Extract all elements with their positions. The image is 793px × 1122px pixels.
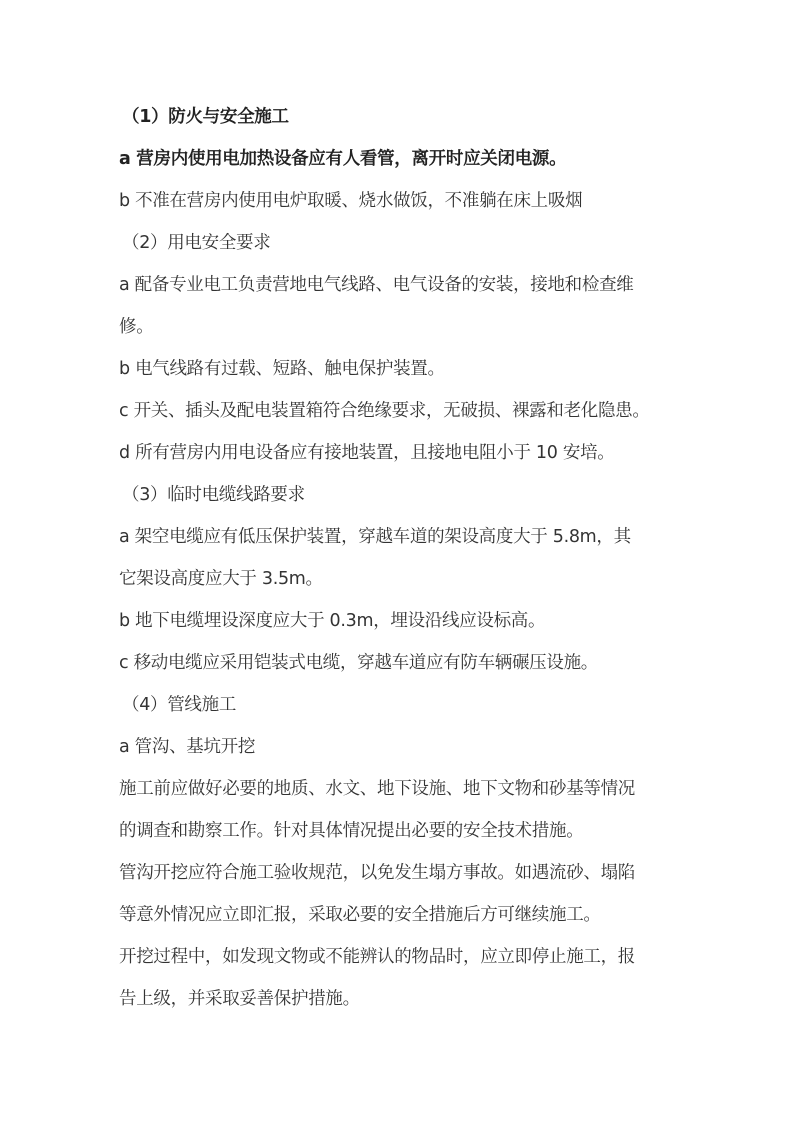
paragraph: b 地下电缆埋设深度应大于 0.3m，埋设沿线应设标高。 bbox=[119, 611, 546, 631]
paragraph: 管沟开挖应符合施工验收规范，以免发生塌方事故。如遇流砂、塌陷 bbox=[119, 863, 635, 883]
paragraph: 开挖过程中，如发现文物或不能辨认的物品时，应立即停止施工，报 bbox=[119, 947, 635, 967]
paragraph: 的调查和勘察工作。针对具体情况提出必要的安全技术措施。 bbox=[119, 821, 584, 841]
paragraph: 施工前应做好必要的地质、水文、地下设施、地下文物和砂基等情况 bbox=[119, 779, 635, 799]
paragraph: a 营房内使用电加热设备应有人看管，离开时应关闭电源。 bbox=[119, 149, 567, 169]
paragraph: 告上级，并采取妥善保护措施。 bbox=[119, 989, 360, 1009]
paragraph: a 管沟、基坑开挖 bbox=[119, 737, 256, 757]
paragraph: d 所有营房内用电设备应有接地装置，且接地电阻小于 10 安培。 bbox=[119, 443, 615, 463]
paragraph: b 电气线路有过载、短路、触电保护装置。 bbox=[119, 359, 445, 379]
paragraph: c 移动电缆应采用铠装式电缆，穿越车道应有防车辆碾压设施。 bbox=[119, 653, 598, 673]
paragraph: a 架空电缆应有低压保护装置，穿越车道的架设高度大于 5.8m，其 bbox=[119, 527, 631, 547]
paragraph: b 不准在营房内使用电炉取暖、烧水做饭，不准躺在床上吸烟 bbox=[119, 191, 583, 211]
section-heading-1: （1）防火与安全施工 bbox=[122, 107, 289, 127]
paragraph: 修。 bbox=[119, 317, 154, 337]
paragraph: c 开关、插头及配电装置箱符合绝缘要求，无破损、裸露和老化隐患。 bbox=[119, 401, 650, 421]
section-heading-4: （4）管线施工 bbox=[122, 695, 237, 715]
paragraph: 等意外情况应立即汇报，采取必要的安全措施后方可继续施工。 bbox=[119, 905, 601, 925]
paragraph: 它架设高度应大于 3.5m。 bbox=[119, 569, 323, 589]
section-heading-3: （3）临时电缆线路要求 bbox=[122, 485, 305, 505]
section-heading-2: （2）用电安全要求 bbox=[122, 233, 271, 253]
paragraph: a 配备专业电工负责营地电气线路、电气设备的安装，接地和检查维 bbox=[119, 275, 634, 295]
